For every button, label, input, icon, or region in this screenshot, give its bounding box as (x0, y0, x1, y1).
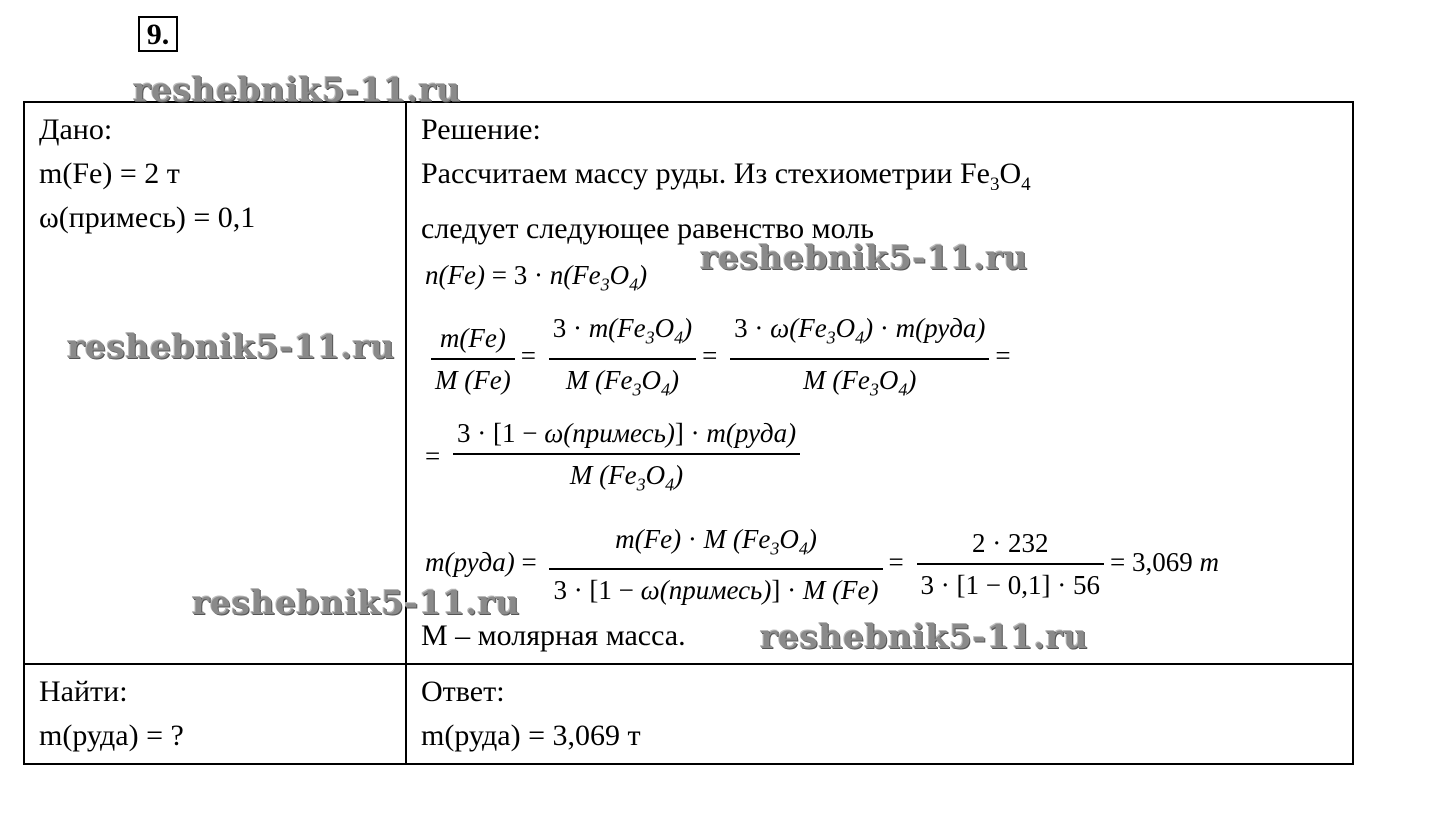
watermark: reshebnik5-11.ru (67, 327, 395, 366)
solution-cell (406, 102, 1353, 664)
given-mass-fe: m(Fe) = 2 т (39, 157, 180, 190)
answer-line: m(руда) = 3,069 т (421, 718, 641, 752)
find-line: m(руда) = ? (39, 718, 184, 752)
watermark: reshebnik5-11.ru (192, 583, 520, 622)
given-heading: Дано: (39, 113, 113, 146)
solution-footer: М – молярная масса. (421, 618, 686, 652)
given-cell (24, 102, 406, 664)
formula-ore-mass: m(руда) = $\frac{m(Fe) \cdot M (Fe_3O_4)}{\text{3 · [1 − ω(примесь)] · M (Fe)}}$ = $\frac{2 \cdot 232}{3 \cdot [1 - 0,1] \cdot 56}$ = 3,069 m (421, 519, 1338, 610)
formula-mole-ratio: $n(Fe) = 3 \cdot n(Fe_3O_4)$ (425, 260, 648, 295)
problem-number: 9. (138, 16, 178, 52)
solution-text-1: Рассчитаем массу руды. Из стехиометрии $Fe_3O_4$ (421, 157, 1031, 195)
find-cell (24, 664, 406, 764)
solution-text-2: следует следующее равенство моль (421, 212, 874, 245)
given-impurity: ω(примесь) = 0,1 (39, 201, 256, 234)
find-heading: Найти: (39, 674, 128, 708)
solution-heading: Решение: (421, 113, 541, 146)
solution-table (23, 101, 1354, 765)
watermark: reshebnik5-11.ru (133, 70, 461, 109)
watermark: reshebnik5-11.ru (760, 617, 1088, 656)
watermark: reshebnik5-11.ru (700, 238, 1028, 277)
answer-cell (406, 664, 1353, 764)
answer-heading: Ответ: (421, 674, 505, 708)
formula-impurity: = $\frac{\text{3 · [1 − ω(примесь)] · m(руда)}}{M (Fe_3O_4)}$ (421, 413, 1338, 504)
formula-mass-ratio: $\frac{m(Fe)}{M (Fe)}$ = $\frac{3 \cdot m(Fe_3O_4)}{M (Fe_3O_4)}$ = $\frac{3 \cdot \omega(Fe_3O_4) \cdot m(руда)}{M (Fe_3O_4)}$ = (421, 308, 1338, 409)
